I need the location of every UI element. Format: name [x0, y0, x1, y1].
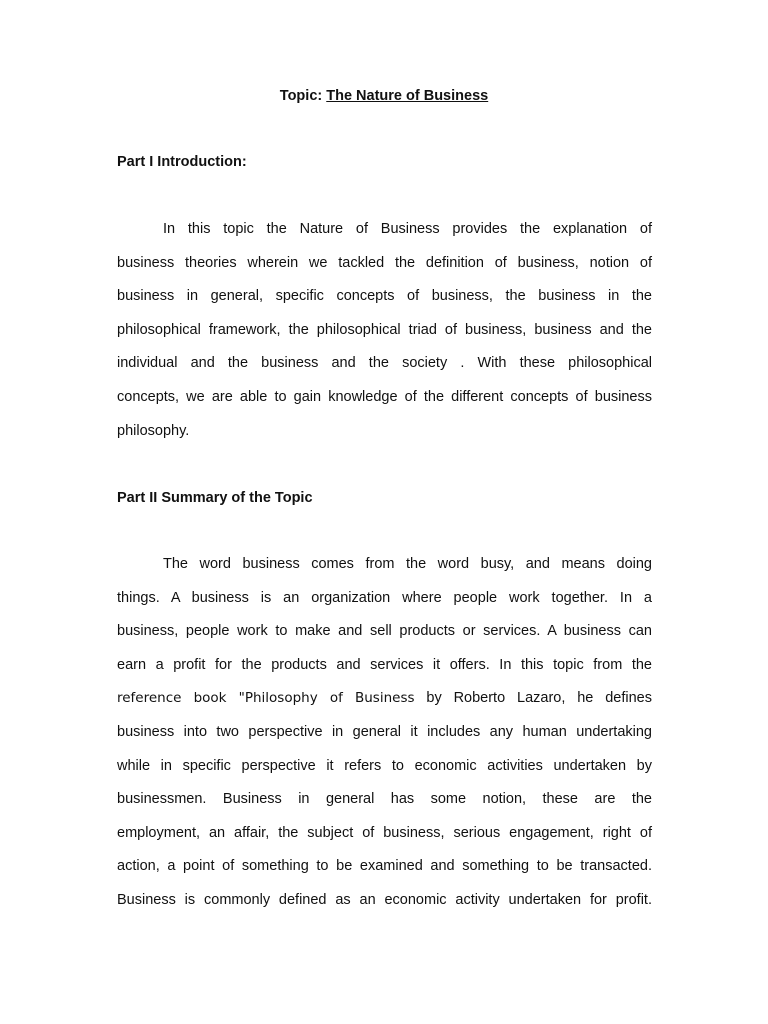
paragraph-line: business into two perspective in general it includes any human undertaking	[117, 723, 652, 740]
paragraph-line: Business is commonly defined as an economic activity undertaken for profit.	[117, 891, 652, 908]
title-prefix: Topic:	[279, 88, 327, 104]
reference-book-text: reference book "Philosophy of Business	[117, 690, 415, 707]
paragraph-line: individual and the business and the society . With these philosophical	[117, 355, 652, 372]
document-title	[0, 86, 768, 106]
part-1-heading: Part I Introduction:	[117, 154, 247, 170]
paragraph-line: employment, an affair, the subject of business, serious engagement, right of	[117, 824, 652, 841]
part-1-paragraph	[117, 213, 652, 448]
paragraph-line: action, a point of something to be examined and something to be transacted.	[117, 858, 652, 875]
paragraph-line: earn a profit for the products and services it offers. In this topic from the	[117, 656, 652, 673]
paragraph-line: concepts, we are able to gain knowledge of the different concepts of business	[117, 388, 652, 405]
part-2-paragraph	[117, 548, 652, 918]
paragraph-line: In this topic the Nature of Business provides the explanation of	[163, 221, 652, 237]
paragraph-line: business theories wherein we tackled the definition of business, notion of	[117, 254, 652, 271]
part-2-heading: Part II Summary of the Topic	[117, 490, 313, 506]
paragraph-line: businessmen. Business in general has some notion, these are the	[117, 791, 652, 808]
paragraph-line-reference	[117, 682, 652, 716]
reference-rest-text: by Roberto Lazaro, he defines	[414, 690, 653, 707]
paragraph-line: The word business comes from the word busy, and means doing	[163, 556, 652, 572]
paragraph-line: while in specific perspective it refers to economic activities undertaken by	[117, 757, 652, 774]
paragraph-line: philosophical framework, the philosophical triad of business, business and the	[117, 321, 652, 338]
title-topic: The Nature of Business	[326, 88, 489, 104]
paragraph-line: philosophy.	[117, 422, 190, 439]
paragraph-line: business in general, specific concepts of business, the business in the	[117, 288, 652, 305]
paragraph-line: business, people work to make and sell products or services. A business can	[117, 623, 652, 640]
paragraph-line: things. A business is an organization where people work together. In a	[117, 589, 652, 606]
